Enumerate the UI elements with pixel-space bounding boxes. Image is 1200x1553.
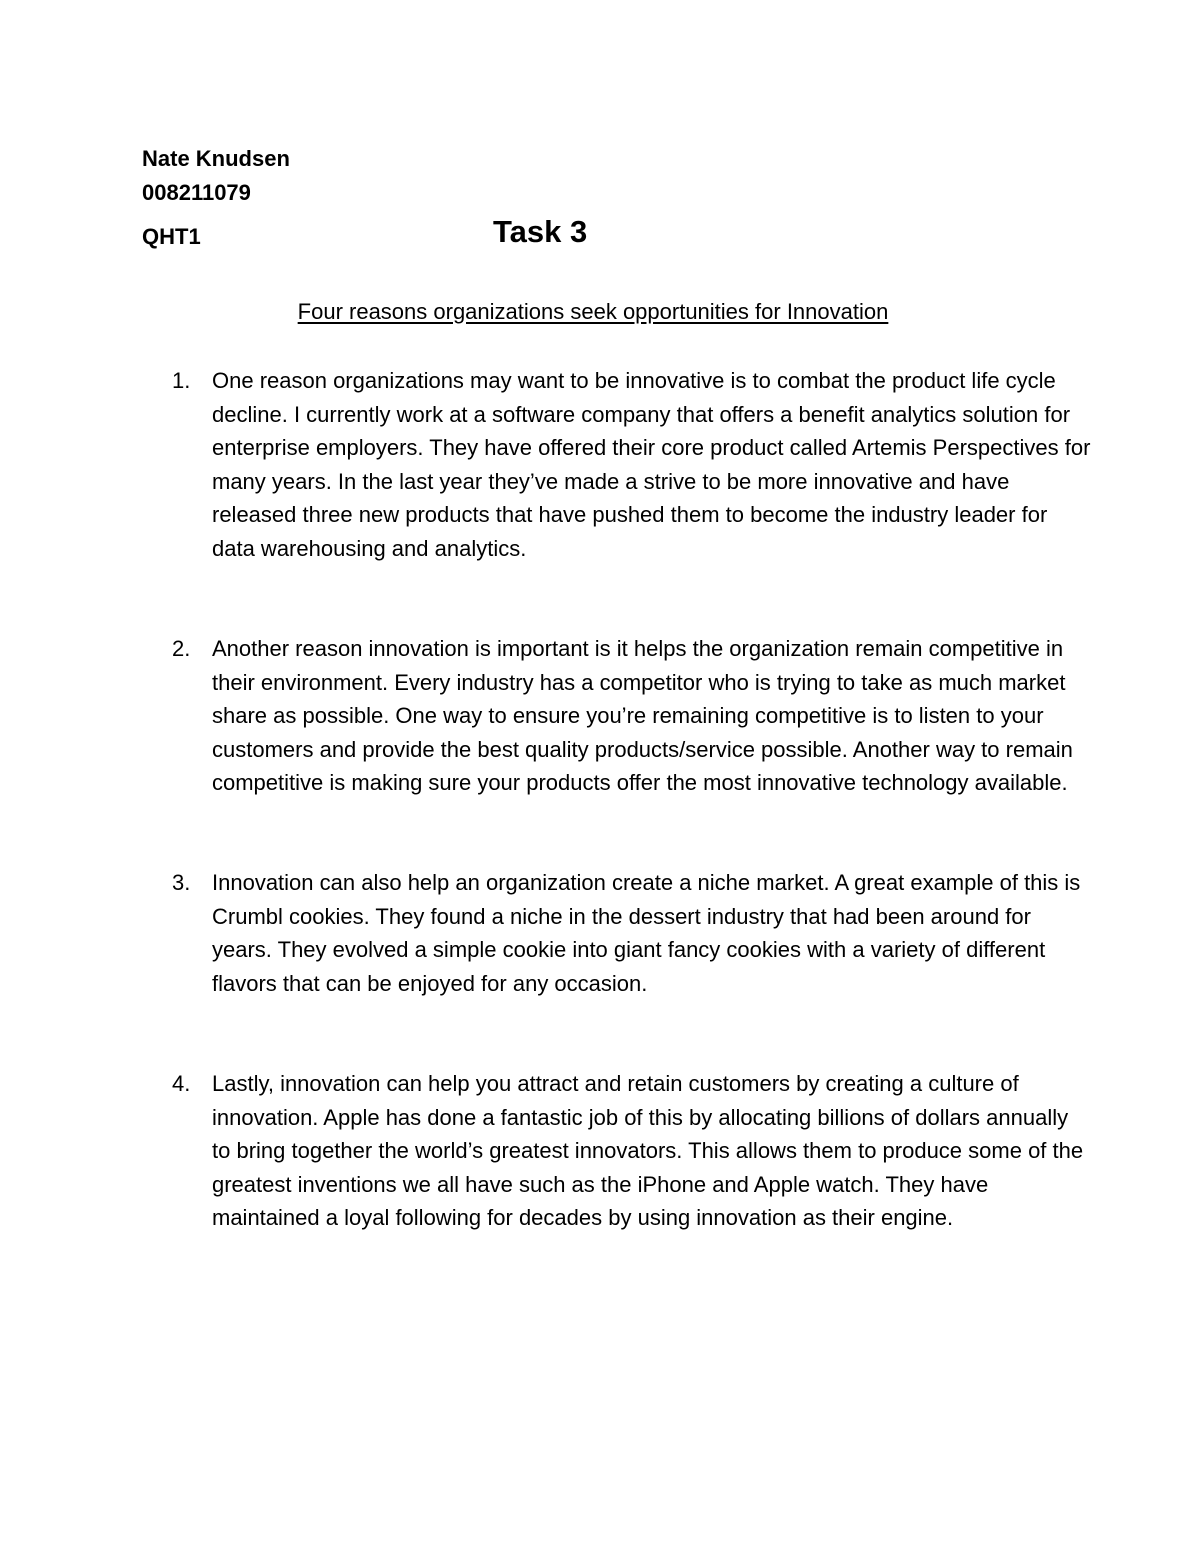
task-title: Task 3 — [493, 214, 588, 249]
list-item-number: 2. — [172, 636, 191, 661]
list-item-number: 3. — [172, 870, 191, 895]
author-name: Nate Knudsen — [142, 146, 290, 171]
list-item-number: 4. — [172, 1071, 191, 1096]
list-item-text: One reason organizations may want to be innovative is to combat the product life cycle decline. I currently work at a software company that offers a benefit analytics solution for enterprise employers. They have offered their core product called Artemis Perspectives for many years. In the last year they’ve made a strive to be more innovative and have released three new products that have pushed them to become the industry leader for data warehousing and analytics. — [212, 368, 1091, 561]
document-subtitle: Four reasons organizations seek opportunities for Innovation — [297, 299, 889, 324]
list-item-text: Another reason innovation is important is it helps the organization remain competitive in their environment. Every industry has a competitor who is trying to take as much market share as possible. One way to ensure you’re remaining competitive is to listen to your customers and provide the best quality products/service possible. Another way to remain competitive is making sure your products offer the most innovative technology available. — [212, 636, 1073, 796]
list-item-text: Lastly, innovation can help you attract and retain customers by creating a culture of innovation. Apple has done a fantastic job of this by allocating billions of dollars annually to bring together the world’s greatest innovators. This allows them to produce some of the greatest inventions we all have such as the iPhone and Apple watch. They have maintained a loyal following for decades by using innovation as their engine. — [212, 1071, 1084, 1231]
course-code: QHT1 — [142, 224, 201, 249]
list-item-number: 1. — [172, 368, 191, 393]
list-item-text: Innovation can also help an organization create a niche market. A great example of this is Crumbl cookies. They found a niche in the dessert industry that had been around for years. They evolved a simple cookie into giant fancy cookies with a variety of different flavors that can be enjoyed for any occasion. — [212, 870, 1081, 996]
student-id: 008211079 — [142, 180, 251, 205]
